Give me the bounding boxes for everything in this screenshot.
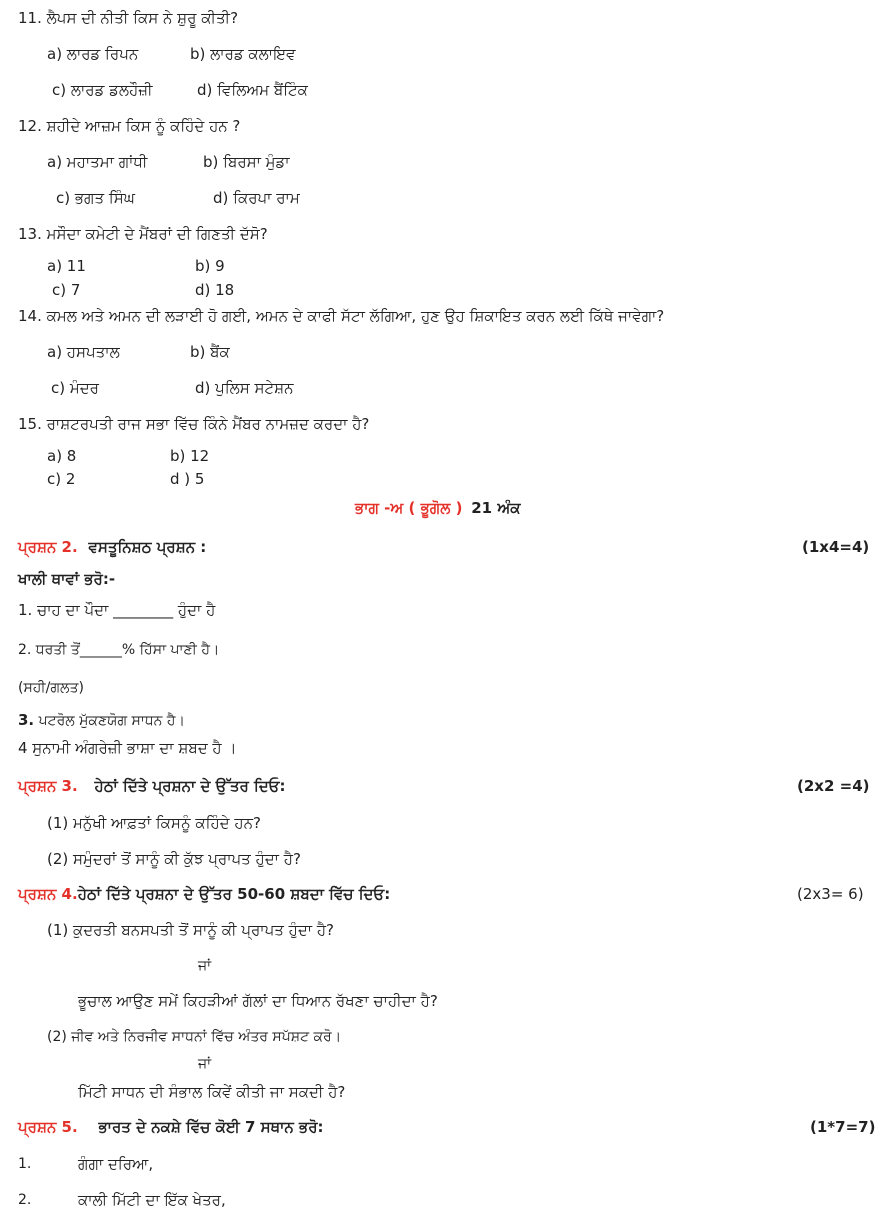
question-label: ਪ੍ਰਸ਼ਨ 4. (18, 885, 78, 903)
section-title: ਭਾਗ -ਅ ( ਭੂਗੋਲ ) (355, 499, 463, 517)
question-4-heading (18, 884, 390, 904)
true-false-heading: (ਸਹੀ/ਗਲਤ) (18, 680, 84, 696)
option-c: c) ਭਗਤ ਸਿੰਘ (56, 189, 135, 207)
fill-blanks-heading: ਖਾਲੀ ਥਾਵਾਂ ਭਰੋ:- (18, 570, 116, 588)
map-item-text: ਗੰਗਾ ਦਰਿਆ, (78, 1155, 154, 1173)
option-c: c) ਮੰਦਰ (51, 379, 99, 397)
question-marks: (1x4=4) (802, 538, 870, 556)
question-2-heading (18, 537, 206, 557)
question-13: 13. ਮਸੌਦਾ ਕਮੇਟੀ ਦੇ ਮੈਂਬਰਾਂ ਦੀ ਗਿਣਤੀ ਦੱਸੋ? (18, 225, 268, 243)
option-b: b) ਲਾਰਡ ਕਲਾਇਵ (190, 45, 296, 63)
question-label: ਪ੍ਰਸ਼ਨ 3. (18, 777, 78, 795)
option-a: a) ਲਾਰਡ ਰਿਪਨ (47, 45, 139, 63)
q3-item-2: (2) ਸਮੁੰਦਰਾਂ ਤੋਂ ਸਾਨੂੰ ਕੀ ਕੁੱਝ ਪ੍ਰਾਪਤ ਹੁੰਦਾ ਹੈ? (47, 850, 301, 868)
item-number: 3. (18, 711, 35, 729)
question-title: ਵਸਤੂਨਿਸ਼ਠ ਪ੍ਰਸ਼ਨ : (88, 538, 207, 556)
question-14: 14. ਕਮਲ ਅਤੇ ਅਮਨ ਦੀ ਲੜਾਈ ਹੋ ਗਈ, ਅਮਨ ਦੇ ਕਾਫੀ ਸੱਟਾ ਲੱਗਿਆ, ਹੁਣ ਉਹ ਸ਼ਿਕਾਇਤ ਕਰਨ ਲਈ ਕਿੱਥੇ ਜਾਵੇਗਾ? (18, 307, 665, 325)
option-d: d) 18 (195, 281, 235, 299)
map-item-number: 1. (18, 1156, 32, 1172)
map-item-number: 2. (18, 1192, 32, 1208)
option-d: d) ਪੁਲਿਸ ਸਟੇਸ਼ਨ (195, 379, 294, 397)
question-label: ਪ੍ਰਸ਼ਨ 2. (18, 538, 78, 556)
option-b: b) ਬਿਰਸਾ ਮੁੰਡਾ (203, 153, 290, 171)
question-title: ਭਾਰਤ ਦੇ ਨਕਸ਼ੇ ਵਿੱਚ ਕੋਈ 7 ਸਥਾਨ ਭਰੋ: (98, 1118, 324, 1136)
option-c: c) 7 (52, 281, 81, 299)
q4-item-2: (2) ਜੀਵ ਅਤੇ ਨਿਰਜੀਵ ਸਾਧਨਾਂ ਵਿੱਚ ਅੰਤਰ ਸਪੱਸ਼ਟ ਕਰੋ। (47, 1029, 342, 1045)
option-c: c) ਲਾਰਡ ਡਲਹੌਜ਼ੀ (52, 81, 153, 99)
option-a: a) ਹਸਪਤਾਲ (47, 343, 120, 361)
question-marks: (2x2 =4) (797, 777, 870, 795)
question-label: ਪ੍ਰਸ਼ਨ 5. (18, 1118, 78, 1136)
map-item-text: ਕਾਲੀ ਮਿੱਟੀ ਦਾ ਇੱਕ ਖੇਤਰ, (78, 1191, 226, 1209)
fill-item-1: 1. ਚਾਹ ਦਾ ਪੌਦਾ ________ ਹੁੰਦਾ ਹੈ (18, 601, 216, 619)
option-a: a) 11 (47, 257, 86, 275)
option-b: b) 12 (170, 447, 210, 465)
section-marks: 21 ਅੰਕ (471, 499, 521, 517)
q3-item-1: (1) ਮਨੁੱਖੀ ਆਫ਼ਤਾਂ ਕਿਸਨੂੰ ਕਹਿੰਦੇ ਹਨ? (47, 814, 261, 832)
question-marks: (2x3= 6) (797, 885, 864, 903)
option-c: c) 2 (47, 470, 76, 488)
fill-item-2: 2. ਧਰਤੀ ਤੋਂ______% ਹਿੱਸਾ ਪਾਣੀ ਹੈ। (18, 642, 220, 658)
question-15: 15. ਰਾਸ਼ਟਰਪਤੀ ਰਾਜ ਸਭਾ ਵਿੱਚ ਕਿੰਨੇ ਮੈਂਬਰ ਨਾਮਜ਼ਦ ਕਰਦਾ ਹੈ? (18, 415, 370, 433)
tf-item-3 (18, 710, 185, 731)
question-11: 11. ਲੈਪਸ ਦੀ ਨੀਤੀ ਕਿਸ ਨੇ ਸ਼ੁਰੂ ਕੀਤੀ? (18, 9, 239, 27)
tf-item-4: 4 ਸੁਨਾਮੀ ਅੰਗਰੇਜ਼ੀ ਭਾਸ਼ਾ ਦਾ ਸ਼ਬਦ ਹੈ । (18, 739, 237, 757)
section-header (355, 498, 520, 518)
question-marks: (1*7=7) (810, 1118, 876, 1136)
question-5-heading (18, 1117, 324, 1137)
question-12: 12. ਸ਼ਹੀਦੇ ਆਜ਼ਮ ਕਿਸ ਨੂੰ ਕਹਿੰਦੇ ਹਨ ? (18, 117, 241, 135)
or-label: ਜਾਂ (198, 1056, 212, 1072)
q4-item-1: (1) ਕੁਦਰਤੀ ਬਨਸਪਤੀ ਤੋਂ ਸਾਨੂੰ ਕੀ ਪ੍ਰਾਪਤ ਹੁੰਦਾ ਹੈ? (47, 921, 334, 939)
question-title: ਹੇਠਾਂ ਦਿੱਤੇ ਪ੍ਰਸ਼ਨਾ ਦੇ ਉੱਤਰ ਦਿਓ: (94, 777, 286, 795)
or-label: ਜਾਂ (198, 958, 212, 974)
option-d: d ) 5 (170, 470, 205, 488)
option-b: b) ਬੈਂਕ (190, 343, 230, 361)
option-b: b) 9 (195, 257, 225, 275)
option-d: d) ਕਿਰਪਾ ਰਾਮ (213, 189, 300, 207)
q4-alt-1: ਭੂਚਾਲ ਆਉਣ ਸਮੇਂ ਕਿਹੜੀਆਂ ਗੱਲਾਂ ਦਾ ਧਿਆਨ ਰੱਖਣਾ ਚਾਹੀਦਾ ਹੈ? (78, 992, 438, 1010)
q4-alt-2: ਮਿੱਟੀ ਸਾਧਨ ਦੀ ਸੰਭਾਲ ਕਿਵੇਂ ਕੀਤੀ ਜਾ ਸਕਦੀ ਹੈ? (78, 1083, 346, 1101)
option-d: d) ਵਿਲਿਅਮ ਬੈਂਟਿੰਕ (197, 81, 308, 99)
option-a: a) 8 (47, 447, 77, 465)
question-3-heading (18, 776, 285, 796)
question-title: ਹੇਠਾਂ ਦਿੱਤੇ ਪ੍ਰਸ਼ਨਾ ਦੇ ਉੱਤਰ 50-60 ਸ਼ਬਦਾ ਵਿੱਚ ਦਿਓ: (77, 885, 391, 903)
option-a: a) ਮਹਾਤਮਾ ਗਾਂਧੀ (47, 153, 148, 171)
item-text: ਪਟਰੋਲ ਮੁੱਕਣਯੋਗ ਸਾਧਨ ਹੈ। (38, 713, 185, 729)
